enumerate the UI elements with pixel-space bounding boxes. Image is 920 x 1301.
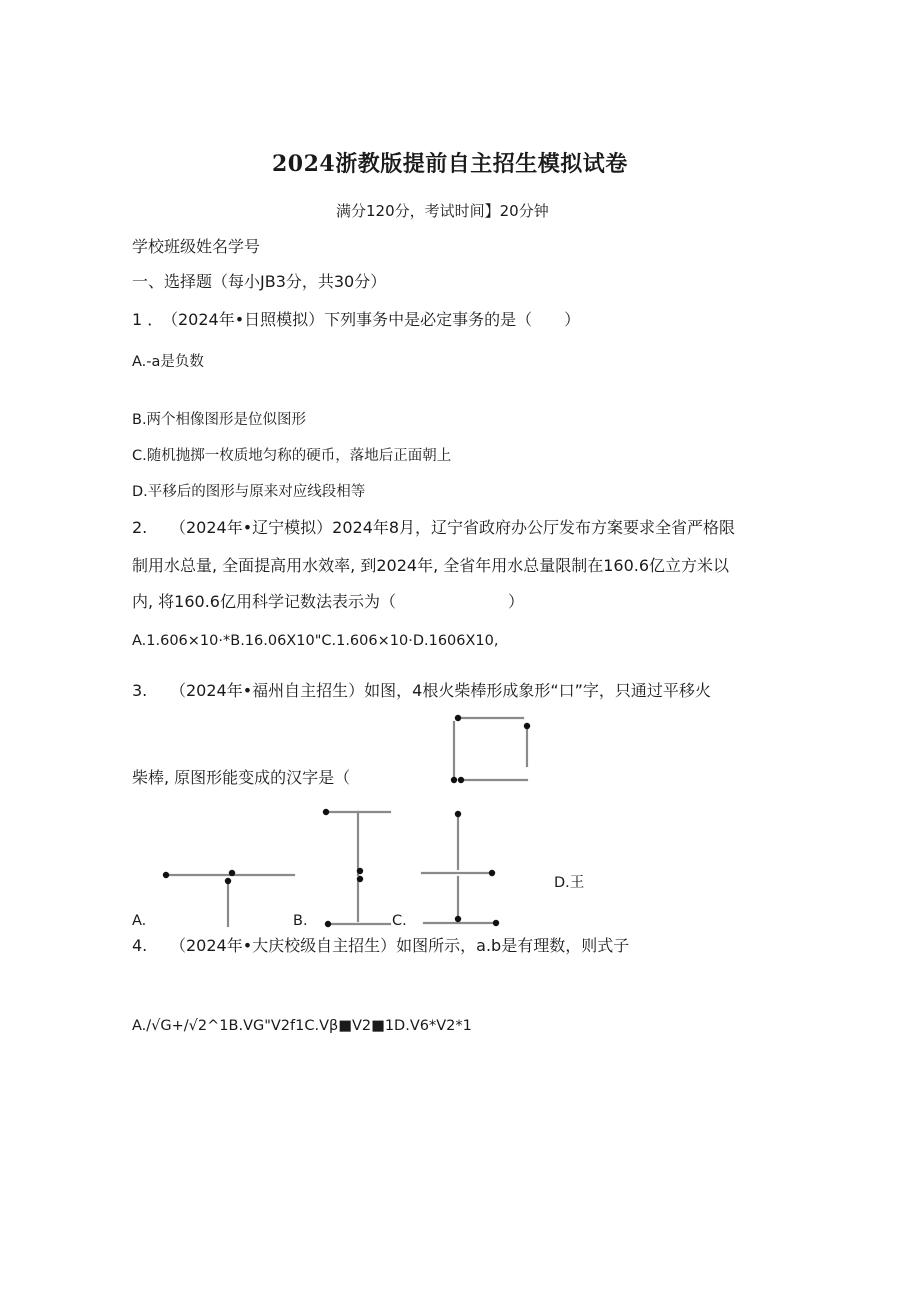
question-3-number: 3. — [132, 681, 148, 700]
question-1-option-c: C.随机抛掷一枚质地匀称的硬币，落地后正面朝上 — [132, 448, 452, 464]
exam-title: 2024浙教版提前自主招生模拟试卷 — [272, 151, 628, 177]
question-2-number: 2. — [132, 518, 148, 537]
question-2-stem-line-1: （2024年•辽宁模拟）2024年8月，辽宁省政府办公厅发布方案要求全省严格限 — [170, 518, 736, 537]
question-3-option-a: A. — [132, 913, 147, 929]
matchstick-square-figure — [445, 708, 545, 788]
question-4-options: A.∕√G+∕√2^1B.VG"V2f1C.Vβ■V2■1D.V6*V2*1 — [132, 1018, 472, 1034]
question-3-option-c: C. — [392, 913, 407, 929]
question-3-stem-line-2: 柴棒, 原图形能变成的汉字是（ — [132, 768, 351, 787]
question-4-stem: （2024年•大庆校级自主招生）如图所示，a.b是有理数，则式子 — [170, 936, 630, 955]
question-2-stem-line-2: 制用水总量, 全面提高用水效率, 到2024年, 全省年用水总量限制在160.6亿立方米以 — [132, 556, 730, 575]
question-4-number: 4. — [132, 936, 148, 955]
question-1-number: 1 ． — [132, 310, 164, 329]
option-b-figure — [318, 805, 398, 935]
question-1-option-a: A.-a是负数 — [132, 354, 204, 370]
question-3-stem-line-1: （2024年•福州自主招生）如图，4根火柴棒形成象形“口”字，只通过平移火 — [170, 681, 711, 700]
question-1-option-d: D.平移后的图形与原来对应线段相等 — [132, 484, 366, 500]
section-heading: 一、选择题（每小JB3分，共30分） — [132, 272, 387, 291]
option-a-figure — [160, 860, 300, 930]
question-2-stem-line-3: 内, 将160.6亿用科学记数法表示为（ ） — [132, 592, 524, 611]
question-1-option-b: B.两个相像图形是位似图形 — [132, 412, 307, 428]
exam-subtitle: 满分120分，考试时间】20分钟 — [336, 202, 549, 220]
student-info: 学校班级姓名学号 — [132, 237, 261, 256]
question-3-option-d: D.王 — [554, 875, 585, 891]
option-c-figure — [418, 805, 508, 935]
question-1-stem: （2024年•日照模拟）下列事务中是必定事务的是（ ） — [162, 310, 581, 329]
question-2-options: A.1.606×10·*B.16.06X10"C.1.606×10·D.1606X10, — [132, 633, 499, 649]
question-3-option-b: B. — [293, 913, 308, 929]
